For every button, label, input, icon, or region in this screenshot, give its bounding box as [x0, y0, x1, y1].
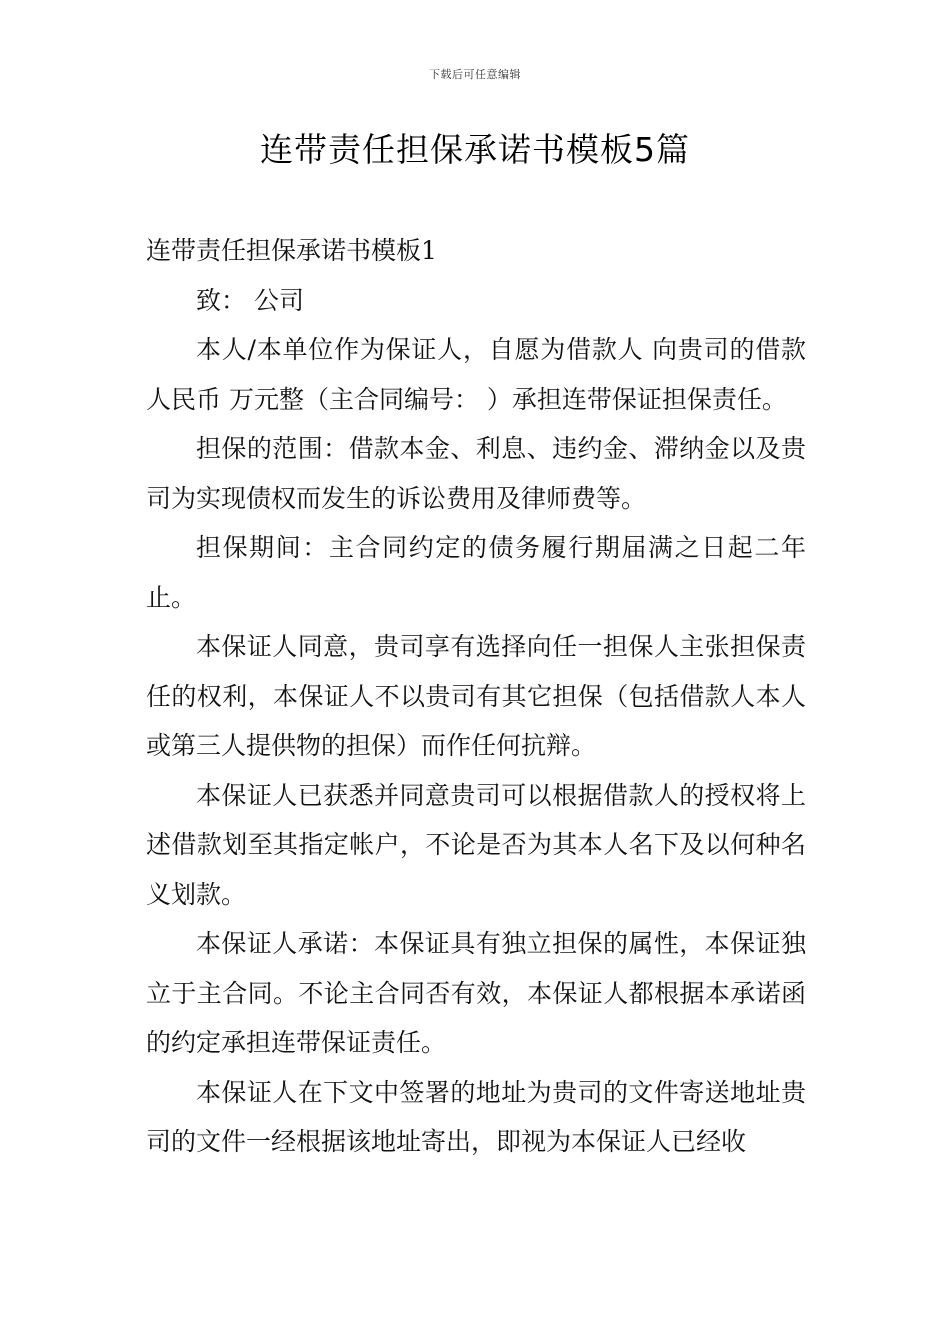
document-title: 连带责任担保承诺书模板5篇: [260, 130, 690, 169]
address-paragraph: 本保证人在下文中签署的地址为贵司的文件寄送地址贵司的文件一经根据该地址寄出，即视为本保证人已经收: [146, 1077, 806, 1156]
fund-transfer-paragraph: 本保证人已获悉并同意贵司可以根据借款人的授权将上述借款划至其指定帐户，不论是否为其本人名下及以何种名义划款。: [146, 780, 806, 909]
header-note: 下载后可任意编辑: [429, 68, 521, 81]
document-body: [146, 226, 806, 1167]
section-heading: 连带责任担保承诺书模板1: [146, 236, 437, 265]
guarantee-scope-paragraph: 担保的范围：借款本金、利息、违约金、滞纳金以及贵司为实现债权而发生的诉讼费用及律师费等。: [146, 434, 806, 513]
independence-paragraph: 本保证人承诺：本保证具有独立担保的属性，本保证独立于主合同。不论主合同否有效，本保证人都根据本承诺函的约定承担连带保证责任。: [146, 929, 806, 1057]
guarantee-statement-paragraph: 本人/本单位作为保证人，自愿为借款人 向贵司的借款人民币 万元整（主合同编号： ）承担连带保证担保责任。: [146, 335, 806, 414]
creditor-rights-paragraph: 本保证人同意，贵司享有选择向任一担保人主张担保责任的权利，本保证人不以贵司有其它担保（包括借款人本人或第三人提供物的担保）而作任何抗辩。: [146, 632, 806, 760]
guarantee-period-paragraph: 担保期间：主合同约定的债务履行期届满之日起二年止。: [146, 533, 806, 612]
salutation-paragraph: 致： 公司: [196, 285, 304, 315]
